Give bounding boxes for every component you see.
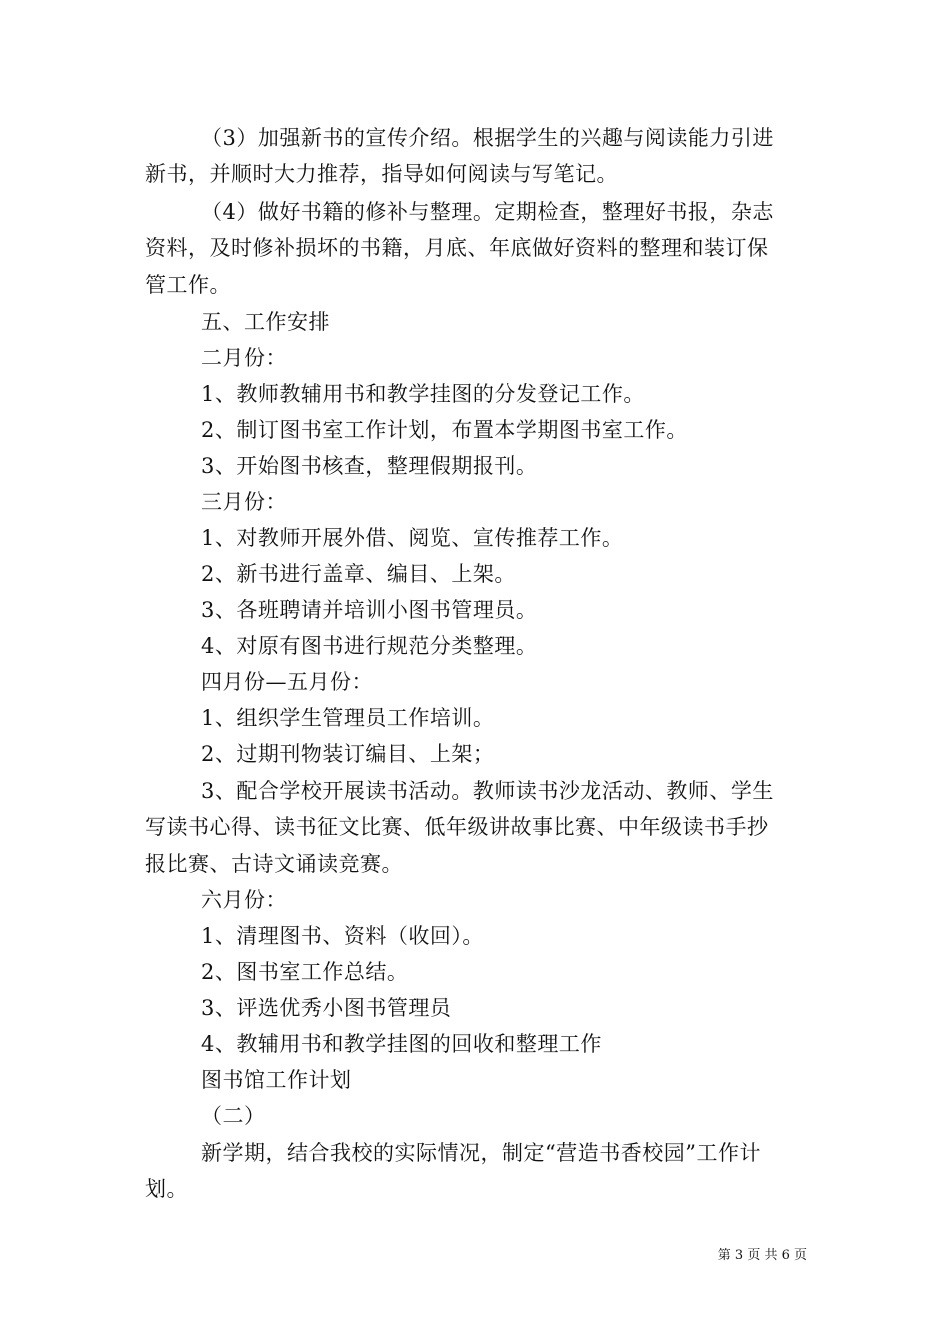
list-item: 3、配合学校开展读书活动。教师读书沙龙活动、教师、学生 [201, 779, 774, 803]
document-subtitle: （二） [201, 1104, 266, 1128]
paragraph-line: 划。 [145, 1177, 188, 1201]
list-item: 3、评选优秀小图书管理员 [201, 996, 452, 1020]
list-item: 4、教辅用书和教学挂图的回收和整理工作 [201, 1032, 602, 1056]
month-heading: 三月份： [201, 490, 287, 514]
list-item: 1、清理图书、资料（收回）。 [201, 924, 484, 948]
document-title: 图书馆工作计划 [201, 1068, 352, 1092]
list-item: 4、对原有图书进行规范分类整理。 [201, 634, 538, 658]
list-item: 2、制订图书室工作计划，布置本学期图书室工作。 [201, 418, 688, 442]
paragraph-line: （3）加强新书的宣传介绍。根据学生的兴趣与阅读能力引进 [201, 126, 774, 150]
paragraph-line: （4）做好书籍的修补与整理。定期检查，整理好书报，杂志 [201, 200, 774, 224]
list-item: 3、各班聘请并培训小图书管理员。 [201, 598, 538, 622]
paragraph-line: 新书，并顺时大力推荐，指导如何阅读与写笔记。 [145, 162, 618, 186]
month-heading: 二月份： [201, 346, 287, 370]
page-number: 第 3 页 共 6 页 [717, 1248, 807, 1263]
list-item: 2、过期刊物装订编目、上架； [201, 742, 495, 766]
paragraph-line: 管工作。 [145, 273, 231, 297]
list-item: 1、对教师开展外借、阅览、宣传推荐工作。 [201, 526, 624, 550]
list-item: 1、组织学生管理员工作培训。 [201, 706, 495, 730]
paragraph-line: 写读书心得、读书征文比赛、低年级讲故事比赛、中年级读书手抄 [145, 815, 769, 839]
paragraph-line: 新学期，结合我校的实际情况，制定“营造书香校园”工作计 [201, 1141, 761, 1165]
list-item: 1、教师教辅用书和教学挂图的分发登记工作。 [201, 382, 645, 406]
paragraph-line: 资料，及时修补损坏的书籍，月底、年底做好资料的整理和装订保 [145, 236, 769, 260]
month-heading: 六月份： [201, 888, 287, 912]
list-item: 2、新书进行盖章、编目、上架。 [201, 562, 516, 586]
section-heading: 五、工作安排 [201, 310, 330, 334]
list-item: 3、开始图书核查，整理假期报刊。 [201, 454, 538, 478]
paragraph-line: 报比赛、古诗文诵读竞赛。 [145, 852, 403, 876]
list-item: 2、图书室工作总结。 [201, 960, 409, 984]
month-heading: 四月份—五月份： [201, 670, 373, 694]
